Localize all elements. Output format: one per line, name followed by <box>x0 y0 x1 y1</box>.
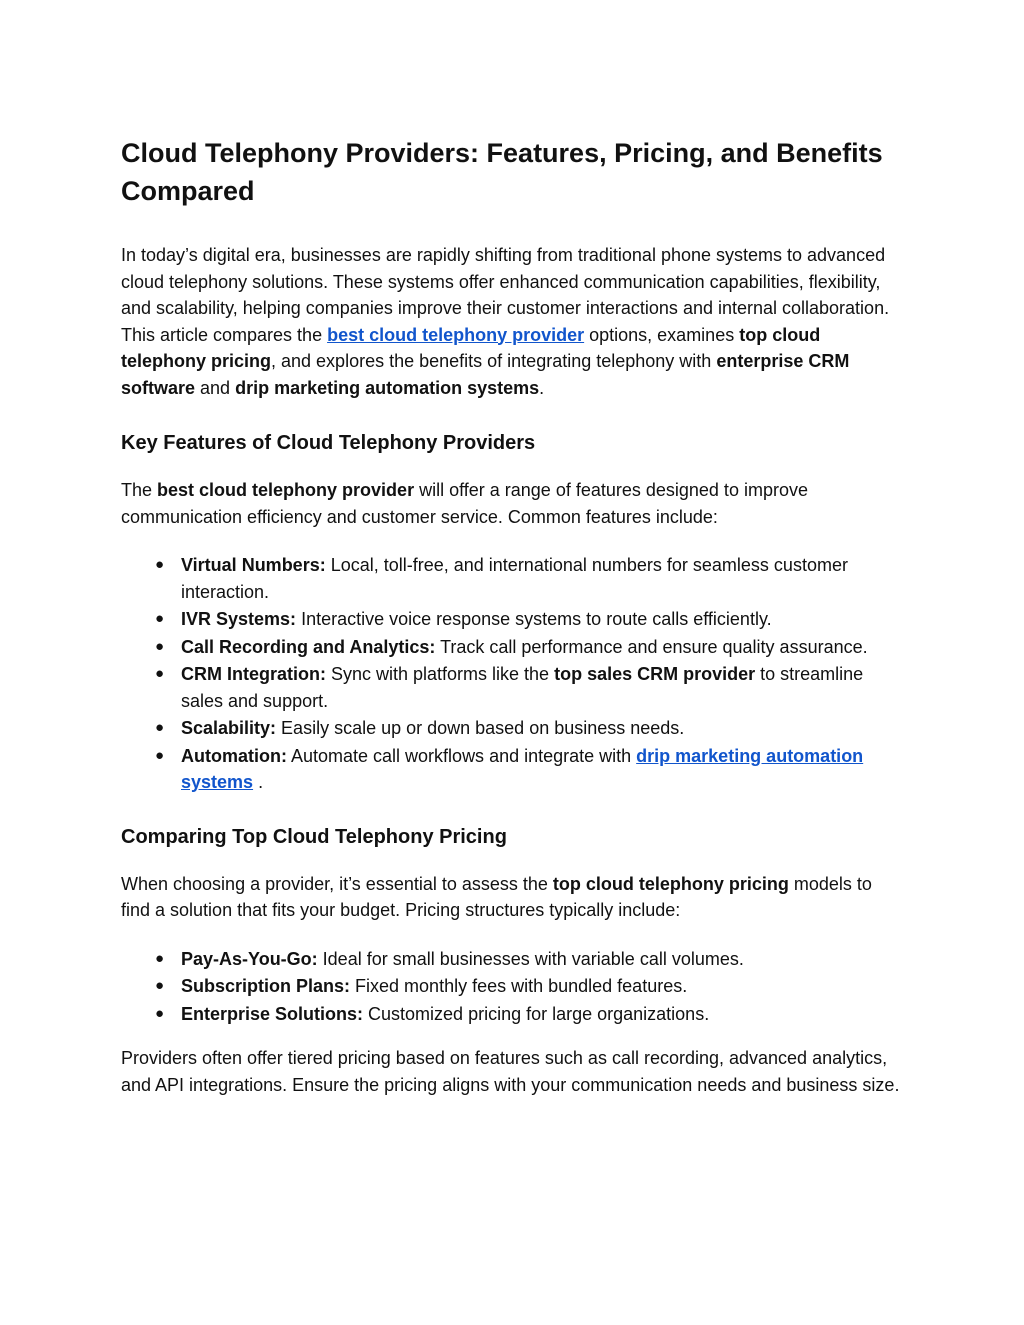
bullet-icon: ● <box>155 719 165 736</box>
intro-paragraph <box>121 242 901 401</box>
features-list <box>121 552 901 796</box>
list-item <box>121 743 901 796</box>
item-label: Call Recording and Analytics: <box>181 636 436 657</box>
features-intro-text-1: The <box>121 480 158 500</box>
item-label: Enterprise Solutions: <box>181 1003 364 1024</box>
bullet-icon: ● <box>155 746 165 764</box>
pricing-closing-paragraph: Providers often offer tiered pricing based on features such as call recording, advanced analytics, and API integrations. Ensure the pricing aligns with your communication needs and business size. <box>121 1048 900 1095</box>
item-text: Automate call workflows and integrate with <box>286 745 637 766</box>
pricing-intro-text-2: models to find a solution that fits your budget. Pricing structures typically include: <box>121 873 872 920</box>
bullet-icon: ● <box>155 1004 165 1022</box>
item-label: Subscription Plans: <box>181 976 351 996</box>
item-label: IVR Systems: <box>181 609 297 629</box>
features-intro-text-2: will offer a range of features designed to improve communication efficiency and customer service. Common features include: <box>121 480 808 527</box>
intro-text-4: and <box>195 377 236 398</box>
list-item <box>121 606 901 633</box>
item-text: Fixed monthly fees with bundled features. <box>350 976 688 996</box>
item-text: Sync with platforms like the <box>325 664 555 684</box>
best-cloud-telephony-provider-link[interactable]: best cloud telephony provider <box>327 324 585 345</box>
pricing-intro-paragraph <box>121 871 901 924</box>
bullet-icon: ● <box>155 556 165 573</box>
item-text: Interactive voice response systems to route calls efficiently. <box>296 609 772 629</box>
bullet-icon: ● <box>155 637 165 655</box>
list-item <box>121 946 901 973</box>
list-item <box>121 634 901 661</box>
intro-text-1: In today’s digital era, businesses are rapidly shifting from traditional phone systems to advanced cloud telephony solutions. These systems offer enhanced communication capabilities, flexibility, and scalability, helping companies improve their customer interactions and internal collaboration. This article compares the <box>121 245 890 345</box>
intro-text-5: . <box>539 377 545 398</box>
features-heading: Key Features of Cloud Telephony Providers <box>121 432 536 454</box>
drip-marketing-automation-link[interactable]: drip marketing automation systems <box>181 745 864 792</box>
list-item <box>121 973 901 1000</box>
item-text: Ideal for small businesses with variable call volumes. <box>317 948 744 969</box>
page-title: Cloud Telephony Providers: Features, Pricing, and Benefits Compared <box>121 138 883 206</box>
bullet-icon: ● <box>155 949 165 967</box>
item-bold: top sales CRM provider <box>554 664 756 684</box>
list-item <box>121 1001 901 1028</box>
list-item <box>121 552 901 605</box>
features-intro-paragraph <box>121 477 901 530</box>
pricing-list <box>121 946 901 1028</box>
bullet-icon: ● <box>155 610 165 627</box>
item-label: Virtual Numbers: <box>181 555 326 575</box>
item-text: Track call performance and ensure quality assurance. <box>435 636 868 657</box>
intro-bold-drip: drip marketing automation systems <box>235 377 540 398</box>
intro-text-3: , and explores the benefits of integrating telephony with <box>271 351 717 371</box>
item-text: Local, toll-free, and international numbers for seamless customer interaction. <box>181 555 848 602</box>
item-text: Customized pricing for large organizations. <box>363 1003 710 1024</box>
item-text: Easily scale up or down based on business needs. <box>276 718 685 738</box>
pricing-intro-bold: top cloud telephony pricing <box>552 873 789 894</box>
item-text: to streamline sales and support. <box>181 664 864 711</box>
item-label: Scalability: <box>181 718 277 738</box>
bullet-icon: ● <box>155 977 165 994</box>
item-text: . <box>253 772 264 792</box>
pricing-heading: Comparing Top Cloud Telephony Pricing <box>121 825 507 848</box>
pricing-intro-text-1: When choosing a provider, it’s essential to assess the <box>121 873 553 894</box>
document-page <box>121 134 901 1098</box>
item-label: Pay-As-You-Go: <box>181 948 318 969</box>
item-label: CRM Integration: <box>181 664 326 684</box>
bullet-icon: ● <box>155 665 165 682</box>
intro-text-2: options, examines <box>584 324 740 345</box>
item-label: Automation: <box>181 745 287 766</box>
intro-bold-crm: enterprise CRM software <box>121 351 850 398</box>
list-item <box>121 661 901 714</box>
list-item <box>121 715 901 742</box>
intro-bold-pricing: top cloud telephony pricing <box>121 324 821 371</box>
features-intro-bold: best cloud telephony provider <box>157 480 415 500</box>
